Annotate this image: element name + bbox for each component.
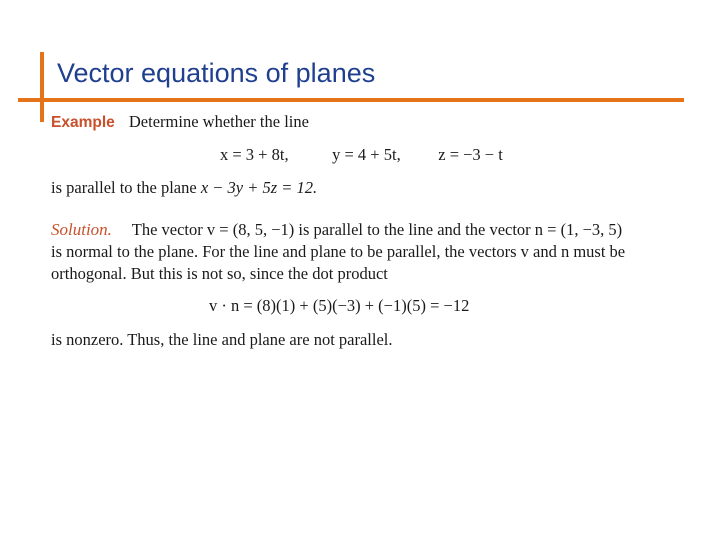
equation-x: x = 3 + 8t, [220, 145, 289, 164]
line-parametric-equations [220, 145, 503, 165]
example-prompt: Determine whether the line [128, 112, 309, 131]
equation-y: y = 4 + 5t, [332, 145, 401, 164]
plane-statement-row [51, 178, 317, 198]
solution-label: Solution. [51, 220, 112, 239]
title-accent-vertical-bar [40, 52, 44, 122]
solution-conclusion: is nonzero. Thus, the line and plane are not parallel. [51, 330, 393, 349]
solution-line1-a: The vector [131, 220, 203, 239]
solution-line1-b: is parallel to the line and the vector [298, 220, 531, 239]
example-label: Example [51, 114, 115, 131]
solution-line-1 [51, 220, 622, 240]
solution-line-2: is normal to the plane. For the line and plane to be parallel, the vectors v and n must be [51, 242, 626, 261]
plane-equation: x − 3y + 5z = 12. [200, 178, 318, 197]
equation-z: z = −3 − t [438, 145, 503, 164]
plane-statement-prefix: is parallel to the plane [51, 178, 197, 197]
title-accent-horizontal-rule [18, 98, 684, 102]
vector-v-definition: v = (8, 5, −1) [206, 220, 295, 239]
dot-product-equation: v · n = (8)(1) + (5)(−3) + (−1)(5) = −12 [209, 296, 470, 315]
vector-n-definition: n = (1, −3, 5) [534, 220, 623, 239]
example-header-row [51, 112, 309, 132]
slide-title: Vector equations of planes [57, 58, 376, 88]
solution-line-3: orthogonal. But this is not so, since the dot product [51, 264, 388, 283]
